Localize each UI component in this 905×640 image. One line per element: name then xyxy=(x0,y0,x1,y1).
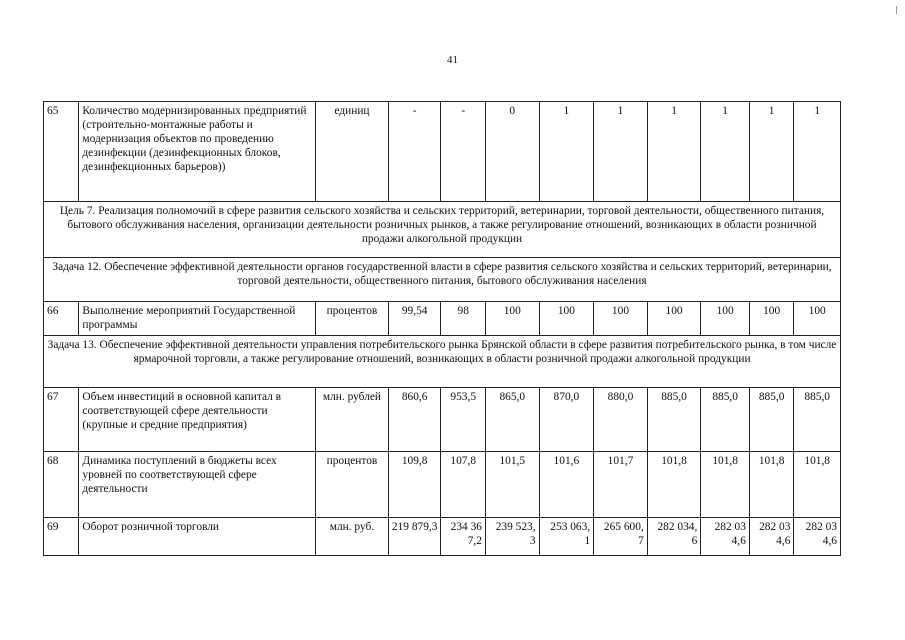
value-cell: 885,0 xyxy=(794,388,841,452)
row-number: 65 xyxy=(44,102,79,202)
indicator-name: Оборот розничной торговли xyxy=(79,518,316,556)
value-cell: 101,8 xyxy=(794,452,841,518)
indicator-name: Выполнение мероприятий Государственной программы xyxy=(79,302,316,336)
unit-cell: млн. рублей xyxy=(316,388,389,452)
goal-row xyxy=(44,202,841,258)
value-cell: 100 xyxy=(539,302,594,336)
goal-text: Цель 7. Реализация полномочий в сфере развития сельского хозяйства и сельских территорий, ветеринарии, торговой деятельности, общественного питания, бытового обслуживания населения, организации деятельности розничных рынков, а также регулирование отношений, возникающих в области розничной продажи алкогольной продукции xyxy=(44,202,841,258)
value-cell: 101,8 xyxy=(701,452,750,518)
value-cell: 99,54 xyxy=(388,302,441,336)
value-cell: 101,8 xyxy=(749,452,794,518)
row-number: 66 xyxy=(44,302,79,336)
value-cell: 265 600, 7 xyxy=(594,518,648,556)
value-cell: 885,0 xyxy=(647,388,701,452)
table-row xyxy=(44,518,841,556)
row-number: 67 xyxy=(44,388,79,452)
value-cell: 1 xyxy=(647,102,701,202)
value-cell: 860,6 xyxy=(388,388,441,452)
value-cell: 101,5 xyxy=(485,452,539,518)
value-cell: - xyxy=(441,102,486,202)
value-cell: 1 xyxy=(749,102,794,202)
value-cell: 885,0 xyxy=(701,388,750,452)
table-row xyxy=(44,388,841,452)
task-text: Задача 13. Обеспечение эффективной деятельности управления потребительского рынка Брянской области в сфере развития потребительского рынка, в том числе ярмарочной торговли, а также регулирование отношений, возникающих в области розничной продажи алкогольной продукции xyxy=(44,336,841,388)
task-row xyxy=(44,336,841,388)
row-number: 68 xyxy=(44,452,79,518)
value-cell: 100 xyxy=(485,302,539,336)
value-cell: 282 034, 6 xyxy=(647,518,701,556)
indicators-table xyxy=(43,101,841,556)
value-cell: 100 xyxy=(701,302,750,336)
value-cell: 101,8 xyxy=(647,452,701,518)
page-number: 41 xyxy=(447,54,458,66)
value-cell: 219 879,3 xyxy=(388,518,441,556)
value-cell: 239 523, 3 xyxy=(485,518,539,556)
value-cell: 885,0 xyxy=(749,388,794,452)
value-cell: 100 xyxy=(749,302,794,336)
value-cell: 1 xyxy=(594,102,648,202)
value-cell: 870,0 xyxy=(539,388,594,452)
row-number: 69 xyxy=(44,518,79,556)
value-cell: 865,0 xyxy=(485,388,539,452)
value-cell: 100 xyxy=(594,302,648,336)
value-cell: 282 03 4,6 xyxy=(794,518,841,556)
value-cell: 253 063, 1 xyxy=(539,518,594,556)
unit-cell: млн. руб. xyxy=(316,518,389,556)
value-cell: 107,8 xyxy=(441,452,486,518)
value-cell: 880,0 xyxy=(594,388,648,452)
unit-cell: процентов xyxy=(316,302,389,336)
value-cell: 953,5 xyxy=(441,388,486,452)
unit-cell: процентов xyxy=(316,452,389,518)
value-cell: 1 xyxy=(794,102,841,202)
value-cell: - xyxy=(388,102,441,202)
value-cell: 101,7 xyxy=(594,452,648,518)
table-row xyxy=(44,102,841,202)
value-cell: 98 xyxy=(441,302,486,336)
indicator-name: Объем инвестиций в основной капитал в соответствующей сфере деятельности (крупные и средние предприятия) xyxy=(79,388,316,452)
value-cell: 0 xyxy=(485,102,539,202)
indicator-name: Динамика поступлений в бюджеты всех уровней по соответствующей сфере деятельности xyxy=(79,452,316,518)
task-text: Задача 12. Обеспечение эффективной деятельности органов государственной власти в сфере развития сельского хозяйства и сельских территорий, ветеринарии, торговой деятельности, общественного питания, бытового обслуживания населения xyxy=(44,258,841,302)
task-row xyxy=(44,258,841,302)
table-row xyxy=(44,452,841,518)
value-cell: 1 xyxy=(539,102,594,202)
indicator-name: Количество модернизированных предприятий (строительно-монтажные работы и модернизация объектов по проведению дезинфекции (дезинфекционных блоков, дезинфекционных барьеров)) xyxy=(79,102,316,202)
value-cell: 282 03 4,6 xyxy=(749,518,794,556)
value-cell: 101,6 xyxy=(539,452,594,518)
value-cell: 100 xyxy=(794,302,841,336)
value-cell: 100 xyxy=(647,302,701,336)
unit-cell: единиц xyxy=(316,102,389,202)
table-row xyxy=(44,302,841,336)
corner-mark xyxy=(896,6,897,14)
value-cell: 234 36 7,2 xyxy=(441,518,486,556)
value-cell: 282 03 4,6 xyxy=(701,518,750,556)
value-cell: 1 xyxy=(701,102,750,202)
value-cell: 109,8 xyxy=(388,452,441,518)
